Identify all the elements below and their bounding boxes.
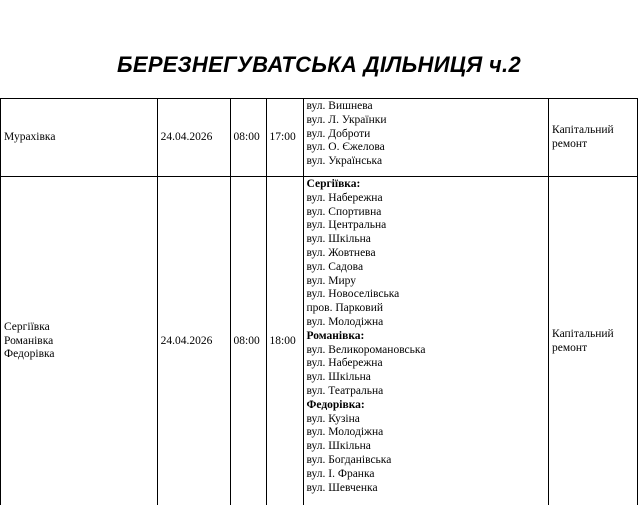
- start-time-cell: 08:00: [230, 99, 266, 177]
- street-name: вул. І. Франка: [306, 467, 375, 480]
- street-name: вул. Шевченка: [306, 481, 378, 494]
- street-name: вул. Набережна: [306, 357, 383, 370]
- street-name: вул. Вишнева: [306, 100, 373, 112]
- end-time-cell: 17:00: [266, 99, 303, 177]
- street-name: вул. Миру: [306, 274, 357, 287]
- street-name: вул. Набережна: [306, 191, 383, 204]
- settlement-heading: Романівка:: [306, 329, 365, 342]
- settlements-cell: [1, 99, 158, 177]
- document-title: БЕРЕЗНЕГУВАТСЬКА ДІЛЬНИЦЯ ч.2: [116, 52, 521, 77]
- street-name: вул. Українська: [306, 155, 383, 168]
- street-name: вул. Молодіжна: [306, 426, 384, 439]
- streets-cell: [303, 177, 549, 505]
- table-row: [1, 99, 638, 177]
- street-name: вул. Театральна: [306, 384, 384, 397]
- settlements-cell: [1, 177, 158, 505]
- street-name: вул. Шкільна: [306, 440, 371, 453]
- settlement-heading: Сергіївка:: [306, 178, 361, 190]
- start-time-cell: 08:00: [230, 177, 266, 505]
- settlement-name: Романівка: [4, 334, 54, 347]
- street-name: вул. Доброти: [306, 127, 371, 140]
- street-name: вул. Молодіжна: [306, 315, 384, 328]
- street-name: вул. Богданівська: [306, 453, 392, 466]
- work-type-cell: Капітальний ремонт: [549, 177, 638, 505]
- settlement-name: Мурахівка: [4, 130, 56, 143]
- street-name: вул. Шкільна: [306, 371, 371, 384]
- outage-schedule-table: [0, 98, 638, 505]
- street-name: вул. О. Єжелова: [306, 141, 385, 154]
- street-name: вул. Новоселівська: [306, 288, 400, 301]
- settlement-name: Федорівка: [4, 348, 55, 361]
- date-cell: 24.04.2026: [157, 177, 230, 505]
- end-time-cell: 18:00: [266, 177, 303, 505]
- street-name: вул. Центральна: [306, 219, 387, 232]
- street-name: вул. Великоромановська: [306, 343, 426, 356]
- street-name: вул. Садова: [306, 260, 364, 273]
- streets-cell: [303, 99, 549, 177]
- street-name: пров. Парковий: [306, 302, 384, 315]
- work-type-cell: Капітальний ремонт: [549, 99, 638, 177]
- date-cell: 24.04.2026: [157, 99, 230, 177]
- table-row: [1, 177, 638, 505]
- street-name: вул. Жовтнева: [306, 246, 376, 259]
- street-name: вул. Спортивна: [306, 205, 382, 218]
- street-name: вул. Кузіна: [306, 412, 360, 425]
- settlement-heading: Федорівка:: [306, 398, 365, 411]
- settlement-name: Сергіївка: [4, 320, 50, 333]
- street-name: вул. Л. Українки: [306, 113, 387, 126]
- street-name: вул. Шкільна: [306, 233, 371, 246]
